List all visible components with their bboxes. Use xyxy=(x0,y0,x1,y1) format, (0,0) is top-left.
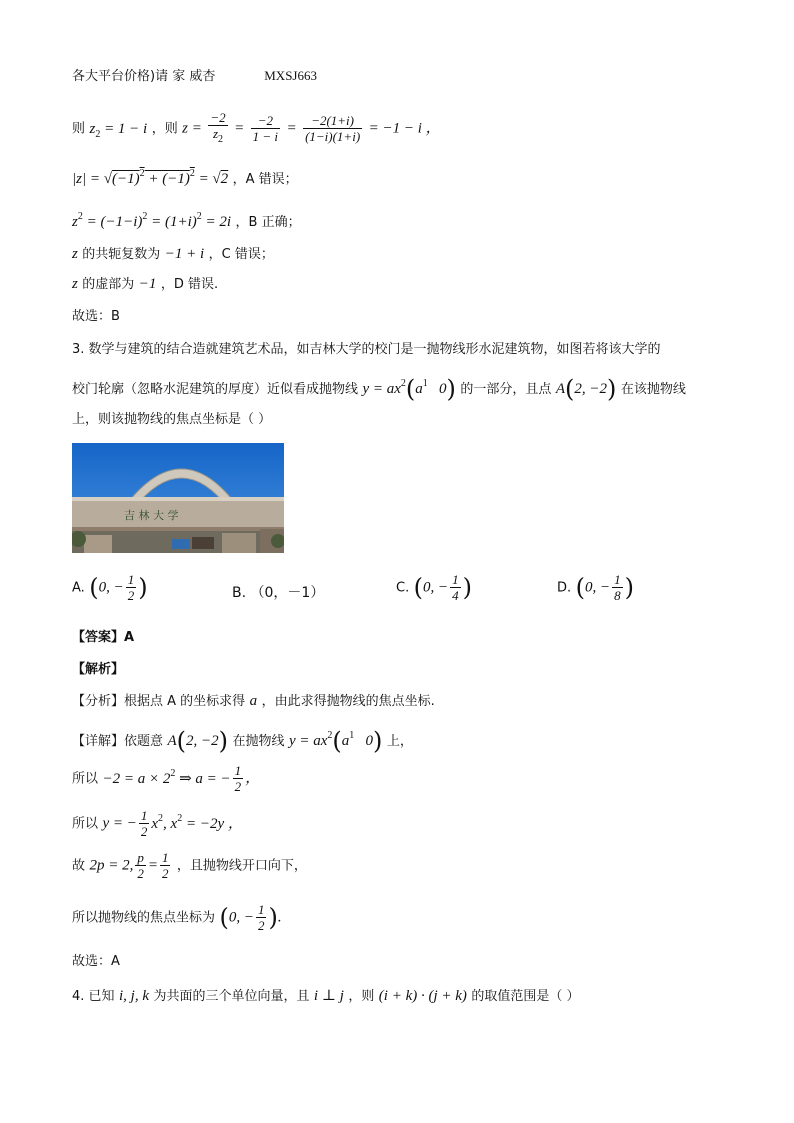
q2-text: 的虚部为 xyxy=(82,277,135,292)
q3-stem-line2: 校门轮廓（忽略水泥建筑的厚度）近似看成抛物线 $y = ax^2(a^1$ 0) 的一部分，且点 A(2, −2) 在该抛物线 xyxy=(72,375,686,403)
header-text: 各大平台价格)请 家 威杏 xyxy=(72,69,216,84)
q3-step1: 所以 $-2 = a \times 2^2$ ⇒ a = − $\frac{1}{2}$ ， xyxy=(72,763,261,794)
q2-text: ，则 xyxy=(151,121,178,137)
option-label: A. xyxy=(72,580,85,596)
q2-text: 则 xyxy=(72,121,86,137)
q2-line1: 则 $z_2 = 1 - i$ ，则 z = $\frac{-2}{z_2}$ = $\frac{-2}{1 - i}$ = $\frac{-2(1+i)}{(1-i)(1+i)}$ = −1 − i ， xyxy=(72,110,441,145)
q4-text: 的取值范围是（ ） xyxy=(471,989,580,1004)
q3-text: 故 xyxy=(72,858,86,874)
option-c[interactable]: C. (0, − $\frac{1}{4}$ ) xyxy=(396,572,473,603)
fraction: $\frac{-2(1+i)}{(1-i)(1+i)}$ xyxy=(305,113,361,144)
q2-text: ，B 正确； xyxy=(235,215,301,230)
option-d[interactable]: D. (0, − $\frac{1}{8}$ ) xyxy=(557,572,634,603)
q3-text: 上， xyxy=(386,734,413,749)
q3-step2: 所以 y = − $\frac{1}{2}$ $x^2$, $x^2 = -2y$ ， xyxy=(72,808,243,839)
q2-line3: $z^2 = (-1-i)^2 = (1+i)^2 = 2i$ ，B 正确； xyxy=(72,211,301,230)
gate-sign-text: 吉 林 大 学 xyxy=(124,509,179,522)
q3-analysis-label: 【解析】 xyxy=(72,662,125,677)
q3-step4: 所以抛物线的焦点坐标为 (0, − $\frac{1}{2}$ ). xyxy=(72,902,282,933)
q3-text: ，由此求得抛物线的焦点坐标. xyxy=(261,694,435,709)
q3-answer: 故选：A xyxy=(72,954,120,969)
q3-text: 在抛物线 xyxy=(232,734,285,749)
q3-stem-line1: 3. 数学与建筑的结合造就建筑艺术品，如吉林大学的校门是一抛物线形水泥建筑物，如图若将该大学的 xyxy=(72,342,661,357)
header-code: MXSJ663 xyxy=(264,68,317,83)
q4-stem: 4. 已知 i, j, k 为共面的三个单位向量，且 i ⊥ j ，则 (i + k) · (j + k) 的取值范围是（ ） xyxy=(72,988,580,1004)
header-line xyxy=(72,66,317,87)
q4-text: ，则 xyxy=(348,989,375,1004)
q3-text: 所以抛物线的焦点坐标为 xyxy=(72,910,216,926)
option-b[interactable]: B. （0，－1） xyxy=(232,585,325,601)
q3-step3: 故 2p = 2, $\frac{p}{2}$ = $\frac{1}{2}$ ，且抛物线开口向下， xyxy=(72,850,307,881)
q2-line4: z 的共轭复数为 −1 + i ，C 错误； xyxy=(72,246,274,262)
q3-text: 所以 xyxy=(72,816,99,832)
q4-text: 4. 已知 xyxy=(72,989,115,1004)
q2-text: 的共轭复数为 xyxy=(82,247,161,262)
q3-text: 的一部分，且点 xyxy=(460,382,552,397)
q2-text: ，C 错误； xyxy=(208,247,274,262)
q3-text: 【分析】根据点 A 的坐标求得 xyxy=(72,694,246,709)
fraction: $\frac{-2}{z_2}$ xyxy=(210,110,226,145)
q3-text: 所以 xyxy=(72,771,99,787)
option-a[interactable]: A. (0, − $\frac{1}{2}$ ) xyxy=(72,572,148,603)
q3-text: 校门轮廓（忽略水泥建筑的厚度）近似看成抛物线 xyxy=(72,382,359,397)
q2-line5: z 的虚部为 −1 ，D 错误. xyxy=(72,276,219,292)
q2-text: ，D 错误. xyxy=(160,277,219,292)
q2-line2: $|z| = √(-1)^2 + (-1)^2 = √2$ ，A 错误； xyxy=(72,168,298,187)
q3-text: 在该抛物线 xyxy=(620,382,686,397)
q3-text: ，且抛物线开口向下， xyxy=(176,858,307,874)
q3-detail: 【详解】依题意 A(2, −2) 在抛物线 $y = ax^2(a^1$ 0) 上， xyxy=(72,727,413,755)
q3-fenxi: 【分析】根据点 A 的坐标求得 a ，由此求得抛物线的焦点坐标. xyxy=(72,693,435,709)
q2-text: ，A 错误； xyxy=(232,172,298,187)
university-gate-photo xyxy=(72,443,284,553)
q3-text: 【详解】依题意 xyxy=(72,734,164,749)
q4-text: 为共面的三个单位向量，且 xyxy=(153,989,310,1004)
q3-answer-label: 【答案】A xyxy=(72,630,135,645)
q3-stem-line3: 上，则该抛物线的焦点坐标是（ ） xyxy=(72,412,272,427)
fraction: $\frac{-2}{1 - i}$ xyxy=(252,113,279,144)
q2-answer: 故选：B xyxy=(72,309,120,324)
option-label: D. xyxy=(557,580,572,596)
option-label: C. xyxy=(396,580,410,596)
